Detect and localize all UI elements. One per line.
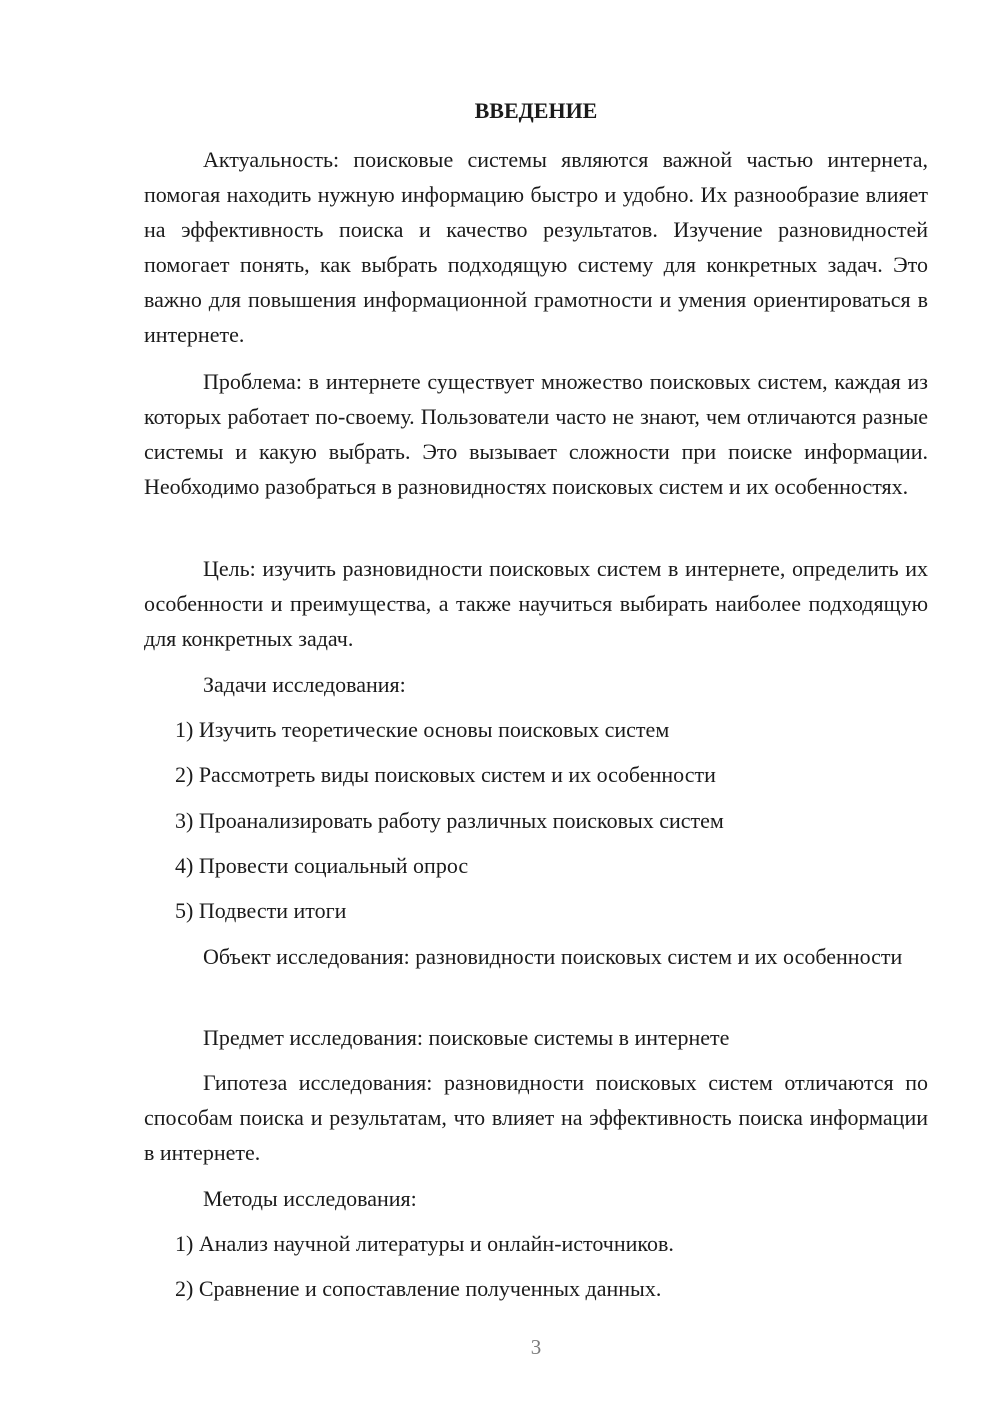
tasks-title: Задачи исследования:: [203, 672, 406, 697]
section-heading: ВВЕДЕНИЕ: [474, 98, 598, 123]
problem-paragraph: Проблема: в интернете существует множество поисковых систем, каждая из которых работает по-своему. Пользователи часто не знают, чем отличаются разные системы и какую выбрать. Это вызывает сложности при поиске информации. Необходимо разобраться в разновидностях поисковых систем и их особенностях.: [144, 369, 928, 499]
task-item-4: 4) Провести социальный опрос: [175, 853, 469, 878]
method-item-1: 1) Анализ научной литературы и онлайн-источников.: [175, 1231, 674, 1256]
relevance-paragraph: Актуальность: поисковые системы являются важной частью интернета, помогая находить нужную информацию быстро и удобно. Их разнообразие влияет на эффективность поиска и качество результатов. Изучение разновидностей помогает понять, как выбрать подходящую систему для конкретных задач. Это важно для повышения информационной грамотности и умения ориентироваться в интернете.: [144, 147, 928, 347]
page-number: 3: [530, 1335, 542, 1359]
task-item-2: 2) Рассмотреть виды поисковых систем и их особенности: [175, 762, 716, 787]
task-item-5: 5) Подвести итоги: [175, 898, 347, 923]
methods-title: Методы исследования:: [203, 1186, 417, 1211]
task-item-3: 3) Проанализировать работу различных поисковых систем: [175, 808, 724, 833]
subject-paragraph: Предмет исследования: поисковые системы в интернете: [203, 1025, 730, 1050]
task-item-1: 1) Изучить теоретические основы поисковых систем: [175, 717, 670, 742]
object-paragraph: Объект исследования: разновидности поисковых систем и их особенности: [203, 944, 903, 969]
hypothesis-paragraph: Гипотеза исследования: разновидности поисковых систем отличаются по способам поиска и результатам, что влияет на эффективность поиска информации в интернете.: [144, 1070, 928, 1165]
method-item-2: 2) Сравнение и сопоставление полученных данных.: [175, 1276, 662, 1301]
goal-paragraph: Цель: изучить разновидности поисковых систем в интернете, определить их особенности и преимущества, а также научиться выбирать наиболее подходящую для конкретных задач.: [144, 556, 928, 651]
